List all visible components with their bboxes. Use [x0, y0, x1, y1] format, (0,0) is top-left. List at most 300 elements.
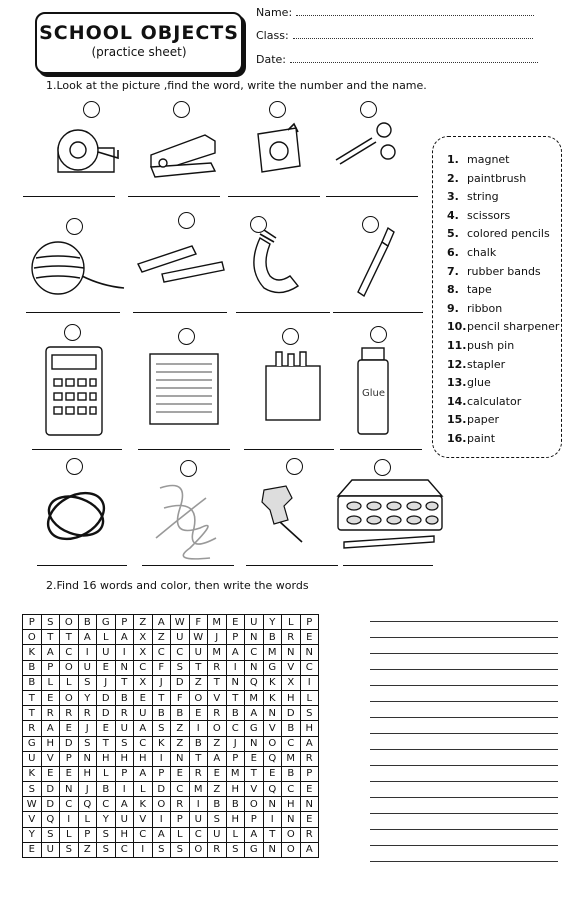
grid-cell[interactable]: V: [245, 782, 264, 797]
class-field[interactable]: [256, 29, 533, 42]
grid-cell[interactable]: S: [152, 721, 171, 736]
grid-cell[interactable]: P: [78, 827, 97, 842]
grid-cell[interactable]: V: [134, 812, 153, 827]
grid-cell[interactable]: S: [41, 615, 60, 630]
grid-cell[interactable]: D: [97, 706, 116, 721]
answer-line[interactable]: [138, 449, 230, 450]
grid-cell[interactable]: I: [300, 675, 319, 690]
grid-cell[interactable]: Y: [23, 827, 42, 842]
number-circle[interactable]: [64, 324, 81, 341]
grid-cell[interactable]: S: [97, 842, 116, 857]
grid-cell[interactable]: B: [208, 797, 227, 812]
grid-cell[interactable]: J: [97, 675, 116, 690]
grid-cell[interactable]: H: [78, 766, 97, 781]
grid-cell[interactable]: B: [152, 706, 171, 721]
answer-line[interactable]: [228, 196, 320, 197]
grid-cell[interactable]: D: [41, 797, 60, 812]
grid-cell[interactable]: I: [78, 645, 97, 660]
grid-cell[interactable]: U: [189, 645, 208, 660]
grid-cell[interactable]: J: [152, 675, 171, 690]
grid-cell[interactable]: R: [208, 842, 227, 857]
grid-cell[interactable]: B: [23, 675, 42, 690]
write-line[interactable]: [370, 733, 558, 734]
grid-cell[interactable]: M: [208, 645, 227, 660]
grid-cell[interactable]: D: [171, 675, 190, 690]
grid-cell[interactable]: N: [245, 660, 264, 675]
grid-cell[interactable]: E: [300, 812, 319, 827]
write-line[interactable]: [370, 701, 558, 702]
grid-cell[interactable]: G: [23, 736, 42, 751]
grid-cell[interactable]: U: [208, 827, 227, 842]
grid-cell[interactable]: X: [282, 675, 301, 690]
number-circle[interactable]: [269, 101, 286, 118]
grid-cell[interactable]: A: [152, 827, 171, 842]
grid-cell[interactable]: Q: [245, 675, 264, 690]
grid-cell[interactable]: C: [300, 660, 319, 675]
grid-cell[interactable]: Q: [78, 797, 97, 812]
grid-cell[interactable]: C: [152, 645, 171, 660]
grid-cell[interactable]: O: [189, 690, 208, 705]
grid-cell[interactable]: Z: [134, 615, 153, 630]
grid-cell[interactable]: W: [171, 615, 190, 630]
grid-cell[interactable]: B: [115, 690, 134, 705]
grid-cell[interactable]: E: [60, 766, 79, 781]
write-line[interactable]: [370, 797, 558, 798]
grid-cell[interactable]: Q: [263, 751, 282, 766]
grid-cell[interactable]: T: [208, 675, 227, 690]
grid-cell[interactable]: T: [60, 630, 79, 645]
grid-cell[interactable]: R: [189, 766, 208, 781]
grid-cell[interactable]: N: [263, 706, 282, 721]
grid-cell[interactable]: K: [263, 690, 282, 705]
number-circle[interactable]: [173, 101, 190, 118]
grid-cell[interactable]: A: [115, 797, 134, 812]
grid-cell[interactable]: P: [41, 660, 60, 675]
grid-cell[interactable]: S: [226, 842, 245, 857]
grid-cell[interactable]: N: [60, 782, 79, 797]
grid-cell[interactable]: F: [189, 615, 208, 630]
number-circle[interactable]: [83, 101, 100, 118]
grid-cell[interactable]: R: [23, 721, 42, 736]
grid-cell[interactable]: L: [134, 782, 153, 797]
grid-cell[interactable]: D: [41, 782, 60, 797]
grid-cell[interactable]: C: [282, 782, 301, 797]
grid-cell[interactable]: I: [115, 645, 134, 660]
number-circle[interactable]: [282, 328, 299, 345]
grid-cell[interactable]: R: [208, 660, 227, 675]
number-circle[interactable]: [286, 458, 303, 475]
grid-cell[interactable]: G: [263, 660, 282, 675]
answer-line[interactable]: [142, 565, 234, 566]
grid-cell[interactable]: H: [134, 751, 153, 766]
grid-cell[interactable]: T: [152, 690, 171, 705]
write-line[interactable]: [370, 829, 558, 830]
grid-cell[interactable]: A: [226, 645, 245, 660]
grid-cell[interactable]: Z: [208, 782, 227, 797]
answer-line[interactable]: [340, 449, 422, 450]
grid-cell[interactable]: E: [300, 630, 319, 645]
grid-cell[interactable]: A: [134, 766, 153, 781]
grid-cell[interactable]: S: [60, 842, 79, 857]
grid-cell[interactable]: P: [115, 615, 134, 630]
grid-cell[interactable]: Z: [152, 630, 171, 645]
grid-cell[interactable]: A: [245, 827, 264, 842]
name-field[interactable]: [256, 6, 534, 19]
grid-cell[interactable]: S: [78, 675, 97, 690]
grid-cell[interactable]: C: [282, 736, 301, 751]
grid-cell[interactable]: O: [60, 660, 79, 675]
grid-cell[interactable]: D: [282, 706, 301, 721]
grid-cell[interactable]: L: [171, 827, 190, 842]
grid-cell[interactable]: E: [23, 842, 42, 857]
grid-cell[interactable]: E: [226, 615, 245, 630]
grid-cell[interactable]: W: [189, 630, 208, 645]
grid-cell[interactable]: T: [189, 660, 208, 675]
grid-cell[interactable]: O: [189, 842, 208, 857]
grid-cell[interactable]: H: [226, 812, 245, 827]
grid-cell[interactable]: A: [115, 630, 134, 645]
grid-cell[interactable]: L: [282, 615, 301, 630]
grid-cell[interactable]: L: [300, 690, 319, 705]
grid-cell[interactable]: N: [282, 812, 301, 827]
grid-cell[interactable]: S: [152, 842, 171, 857]
grid-cell[interactable]: R: [78, 706, 97, 721]
grid-cell[interactable]: Q: [41, 812, 60, 827]
grid-cell[interactable]: H: [115, 751, 134, 766]
write-line[interactable]: [370, 637, 558, 638]
number-circle[interactable]: [178, 212, 195, 229]
grid-cell[interactable]: N: [282, 645, 301, 660]
grid-cell[interactable]: V: [41, 751, 60, 766]
grid-cell[interactable]: U: [78, 660, 97, 675]
grid-cell[interactable]: P: [23, 615, 42, 630]
grid-cell[interactable]: N: [263, 842, 282, 857]
grid-cell[interactable]: A: [300, 842, 319, 857]
grid-cell[interactable]: E: [263, 766, 282, 781]
grid-cell[interactable]: V: [263, 721, 282, 736]
grid-cell[interactable]: S: [41, 827, 60, 842]
number-circle[interactable]: [178, 328, 195, 345]
grid-cell[interactable]: E: [41, 690, 60, 705]
grid-cell[interactable]: I: [226, 660, 245, 675]
grid-cell[interactable]: N: [300, 797, 319, 812]
grid-cell[interactable]: C: [226, 721, 245, 736]
number-circle[interactable]: [180, 460, 197, 477]
grid-cell[interactable]: B: [263, 630, 282, 645]
grid-cell[interactable]: K: [134, 797, 153, 812]
grid-cell[interactable]: M: [263, 645, 282, 660]
grid-cell[interactable]: E: [41, 766, 60, 781]
write-line[interactable]: [370, 653, 558, 654]
grid-cell[interactable]: D: [97, 690, 116, 705]
grid-cell[interactable]: P: [171, 812, 190, 827]
number-circle[interactable]: [66, 458, 83, 475]
grid-cell[interactable]: T: [263, 827, 282, 842]
grid-cell[interactable]: V: [23, 812, 42, 827]
grid-cell[interactable]: E: [97, 660, 116, 675]
grid-cell[interactable]: N: [300, 645, 319, 660]
grid-cell[interactable]: H: [282, 797, 301, 812]
grid-cell[interactable]: U: [41, 842, 60, 857]
grid-cell[interactable]: B: [78, 615, 97, 630]
grid-cell[interactable]: C: [60, 645, 79, 660]
grid-cell[interactable]: B: [282, 721, 301, 736]
grid-cell[interactable]: X: [134, 630, 153, 645]
write-line[interactable]: [370, 813, 558, 814]
grid-cell[interactable]: O: [282, 842, 301, 857]
grid-cell[interactable]: P: [60, 751, 79, 766]
grid-cell[interactable]: Z: [171, 721, 190, 736]
write-line[interactable]: [370, 717, 558, 718]
grid-cell[interactable]: I: [134, 842, 153, 857]
grid-cell[interactable]: C: [60, 797, 79, 812]
grid-cell[interactable]: I: [152, 812, 171, 827]
grid-cell[interactable]: N: [245, 630, 264, 645]
answer-line[interactable]: [236, 312, 330, 313]
grid-cell[interactable]: R: [171, 797, 190, 812]
grid-cell[interactable]: L: [226, 827, 245, 842]
grid-cell[interactable]: O: [23, 630, 42, 645]
answer-line[interactable]: [343, 565, 433, 566]
grid-cell[interactable]: C: [134, 827, 153, 842]
grid-cell[interactable]: B: [23, 660, 42, 675]
grid-cell[interactable]: K: [263, 675, 282, 690]
grid-cell[interactable]: I: [189, 797, 208, 812]
date-field[interactable]: [256, 53, 538, 66]
grid-cell[interactable]: S: [171, 842, 190, 857]
number-circle[interactable]: [360, 101, 377, 118]
write-line[interactable]: [370, 845, 558, 846]
grid-cell[interactable]: B: [97, 782, 116, 797]
grid-cell[interactable]: M: [282, 751, 301, 766]
grid-cell[interactable]: T: [23, 706, 42, 721]
grid-cell[interactable]: C: [134, 660, 153, 675]
write-line[interactable]: [370, 685, 558, 686]
grid-cell[interactable]: P: [226, 751, 245, 766]
answer-line[interactable]: [244, 449, 334, 450]
grid-cell[interactable]: N: [171, 751, 190, 766]
grid-cell[interactable]: B: [189, 736, 208, 751]
grid-cell[interactable]: P: [226, 630, 245, 645]
answer-line[interactable]: [128, 196, 220, 197]
grid-cell[interactable]: E: [97, 721, 116, 736]
grid-cell[interactable]: O: [263, 736, 282, 751]
grid-cell[interactable]: B: [226, 797, 245, 812]
grid-cell[interactable]: P: [115, 766, 134, 781]
grid-cell[interactable]: J: [78, 782, 97, 797]
grid-cell[interactable]: G: [97, 615, 116, 630]
grid-cell[interactable]: D: [60, 736, 79, 751]
answer-line[interactable]: [246, 565, 338, 566]
grid-cell[interactable]: B: [282, 766, 301, 781]
grid-cell[interactable]: S: [115, 736, 134, 751]
grid-cell[interactable]: U: [189, 812, 208, 827]
grid-cell[interactable]: H: [41, 736, 60, 751]
grid-cell[interactable]: U: [115, 721, 134, 736]
grid-cell[interactable]: P: [300, 766, 319, 781]
grid-cell[interactable]: C: [134, 736, 153, 751]
grid-cell[interactable]: Z: [171, 736, 190, 751]
grid-cell[interactable]: T: [115, 675, 134, 690]
grid-cell[interactable]: H: [282, 690, 301, 705]
grid-cell[interactable]: R: [41, 706, 60, 721]
grid-cell[interactable]: X: [134, 675, 153, 690]
grid-cell[interactable]: W: [23, 797, 42, 812]
grid-cell[interactable]: S: [78, 736, 97, 751]
grid-cell[interactable]: T: [245, 766, 264, 781]
grid-cell[interactable]: A: [41, 645, 60, 660]
grid-cell[interactable]: L: [60, 675, 79, 690]
grid-cell[interactable]: P: [152, 766, 171, 781]
grid-cell[interactable]: O: [152, 797, 171, 812]
write-line[interactable]: [370, 621, 558, 622]
grid-cell[interactable]: D: [152, 782, 171, 797]
grid-cell[interactable]: V: [208, 690, 227, 705]
grid-cell[interactable]: Y: [78, 690, 97, 705]
grid-cell[interactable]: L: [78, 812, 97, 827]
grid-cell[interactable]: P: [300, 615, 319, 630]
grid-cell[interactable]: B: [171, 706, 190, 721]
grid-cell[interactable]: H: [300, 721, 319, 736]
grid-cell[interactable]: Z: [78, 842, 97, 857]
grid-cell[interactable]: E: [300, 782, 319, 797]
grid-cell[interactable]: N: [226, 675, 245, 690]
grid-cell[interactable]: C: [171, 782, 190, 797]
answer-line[interactable]: [32, 449, 122, 450]
grid-cell[interactable]: T: [97, 736, 116, 751]
grid-cell[interactable]: A: [300, 736, 319, 751]
grid-cell[interactable]: N: [245, 736, 264, 751]
grid-cell[interactable]: E: [171, 766, 190, 781]
grid-cell[interactable]: Q: [263, 782, 282, 797]
answer-line[interactable]: [26, 312, 120, 313]
grid-cell[interactable]: T: [23, 690, 42, 705]
grid-cell[interactable]: E: [245, 751, 264, 766]
grid-cell[interactable]: N: [263, 797, 282, 812]
grid-cell[interactable]: N: [78, 751, 97, 766]
grid-cell[interactable]: P: [245, 812, 264, 827]
grid-cell[interactable]: J: [226, 736, 245, 751]
grid-cell[interactable]: M: [189, 782, 208, 797]
grid-cell[interactable]: C: [245, 645, 264, 660]
grid-cell[interactable]: R: [60, 706, 79, 721]
grid-cell[interactable]: C: [115, 842, 134, 857]
grid-cell[interactable]: R: [208, 706, 227, 721]
grid-cell[interactable]: O: [60, 690, 79, 705]
grid-cell[interactable]: K: [23, 645, 42, 660]
grid-cell[interactable]: J: [78, 721, 97, 736]
grid-cell[interactable]: Y: [97, 812, 116, 827]
grid-cell[interactable]: L: [97, 630, 116, 645]
answer-line[interactable]: [133, 312, 227, 313]
grid-cell[interactable]: S: [97, 827, 116, 842]
grid-cell[interactable]: I: [263, 812, 282, 827]
grid-cell[interactable]: L: [41, 675, 60, 690]
grid-cell[interactable]: R: [300, 827, 319, 842]
grid-cell[interactable]: S: [300, 706, 319, 721]
grid-cell[interactable]: E: [189, 706, 208, 721]
grid-cell[interactable]: I: [115, 782, 134, 797]
grid-cell[interactable]: R: [300, 751, 319, 766]
grid-cell[interactable]: U: [23, 751, 42, 766]
grid-cell[interactable]: T: [189, 751, 208, 766]
grid-cell[interactable]: M: [226, 766, 245, 781]
grid-cell[interactable]: O: [208, 721, 227, 736]
answer-line[interactable]: [37, 565, 127, 566]
grid-cell[interactable]: H: [115, 827, 134, 842]
grid-cell[interactable]: Z: [208, 736, 227, 751]
grid-cell[interactable]: S: [171, 660, 190, 675]
number-circle[interactable]: [66, 218, 83, 235]
grid-cell[interactable]: Z: [189, 675, 208, 690]
grid-cell[interactable]: G: [245, 721, 264, 736]
grid-cell[interactable]: F: [152, 660, 171, 675]
grid-cell[interactable]: L: [60, 827, 79, 842]
grid-cell[interactable]: I: [152, 751, 171, 766]
grid-cell[interactable]: U: [134, 706, 153, 721]
grid-cell[interactable]: Y: [263, 615, 282, 630]
grid-cell[interactable]: K: [152, 736, 171, 751]
grid-cell[interactable]: G: [245, 842, 264, 857]
grid-cell[interactable]: A: [152, 615, 171, 630]
grid-cell[interactable]: K: [23, 766, 42, 781]
number-circle[interactable]: [370, 326, 387, 343]
grid-cell[interactable]: O: [245, 797, 264, 812]
grid-cell[interactable]: O: [60, 615, 79, 630]
grid-cell[interactable]: X: [134, 645, 153, 660]
grid-cell[interactable]: U: [245, 615, 264, 630]
grid-cell[interactable]: E: [60, 721, 79, 736]
grid-cell[interactable]: L: [97, 766, 116, 781]
grid-cell[interactable]: R: [115, 706, 134, 721]
grid-cell[interactable]: E: [208, 766, 227, 781]
grid-cell[interactable]: V: [282, 660, 301, 675]
grid-cell[interactable]: U: [97, 645, 116, 660]
grid-cell[interactable]: A: [78, 630, 97, 645]
grid-cell[interactable]: O: [282, 827, 301, 842]
grid-cell[interactable]: I: [60, 812, 79, 827]
grid-cell[interactable]: E: [134, 690, 153, 705]
grid-cell[interactable]: C: [171, 645, 190, 660]
grid-cell[interactable]: J: [208, 630, 227, 645]
answer-line[interactable]: [326, 196, 418, 197]
grid-cell[interactable]: A: [134, 721, 153, 736]
answer-line[interactable]: [23, 196, 115, 197]
grid-cell[interactable]: H: [97, 751, 116, 766]
grid-cell[interactable]: M: [208, 615, 227, 630]
write-line[interactable]: [370, 749, 558, 750]
grid-cell[interactable]: H: [226, 782, 245, 797]
grid-cell[interactable]: A: [208, 751, 227, 766]
grid-cell[interactable]: T: [41, 630, 60, 645]
grid-cell[interactable]: A: [41, 721, 60, 736]
grid-cell[interactable]: C: [97, 797, 116, 812]
grid-cell[interactable]: A: [245, 706, 264, 721]
answer-line[interactable]: [333, 312, 423, 313]
write-line[interactable]: [370, 861, 558, 862]
grid-cell[interactable]: S: [23, 782, 42, 797]
grid-cell[interactable]: B: [226, 706, 245, 721]
grid-cell[interactable]: S: [208, 812, 227, 827]
grid-cell[interactable]: N: [115, 660, 134, 675]
grid-cell[interactable]: I: [189, 721, 208, 736]
grid-cell[interactable]: U: [115, 812, 134, 827]
write-line[interactable]: [370, 765, 558, 766]
grid-cell[interactable]: T: [226, 690, 245, 705]
grid-cell[interactable]: U: [171, 630, 190, 645]
grid-cell[interactable]: F: [171, 690, 190, 705]
write-line[interactable]: [370, 781, 558, 782]
